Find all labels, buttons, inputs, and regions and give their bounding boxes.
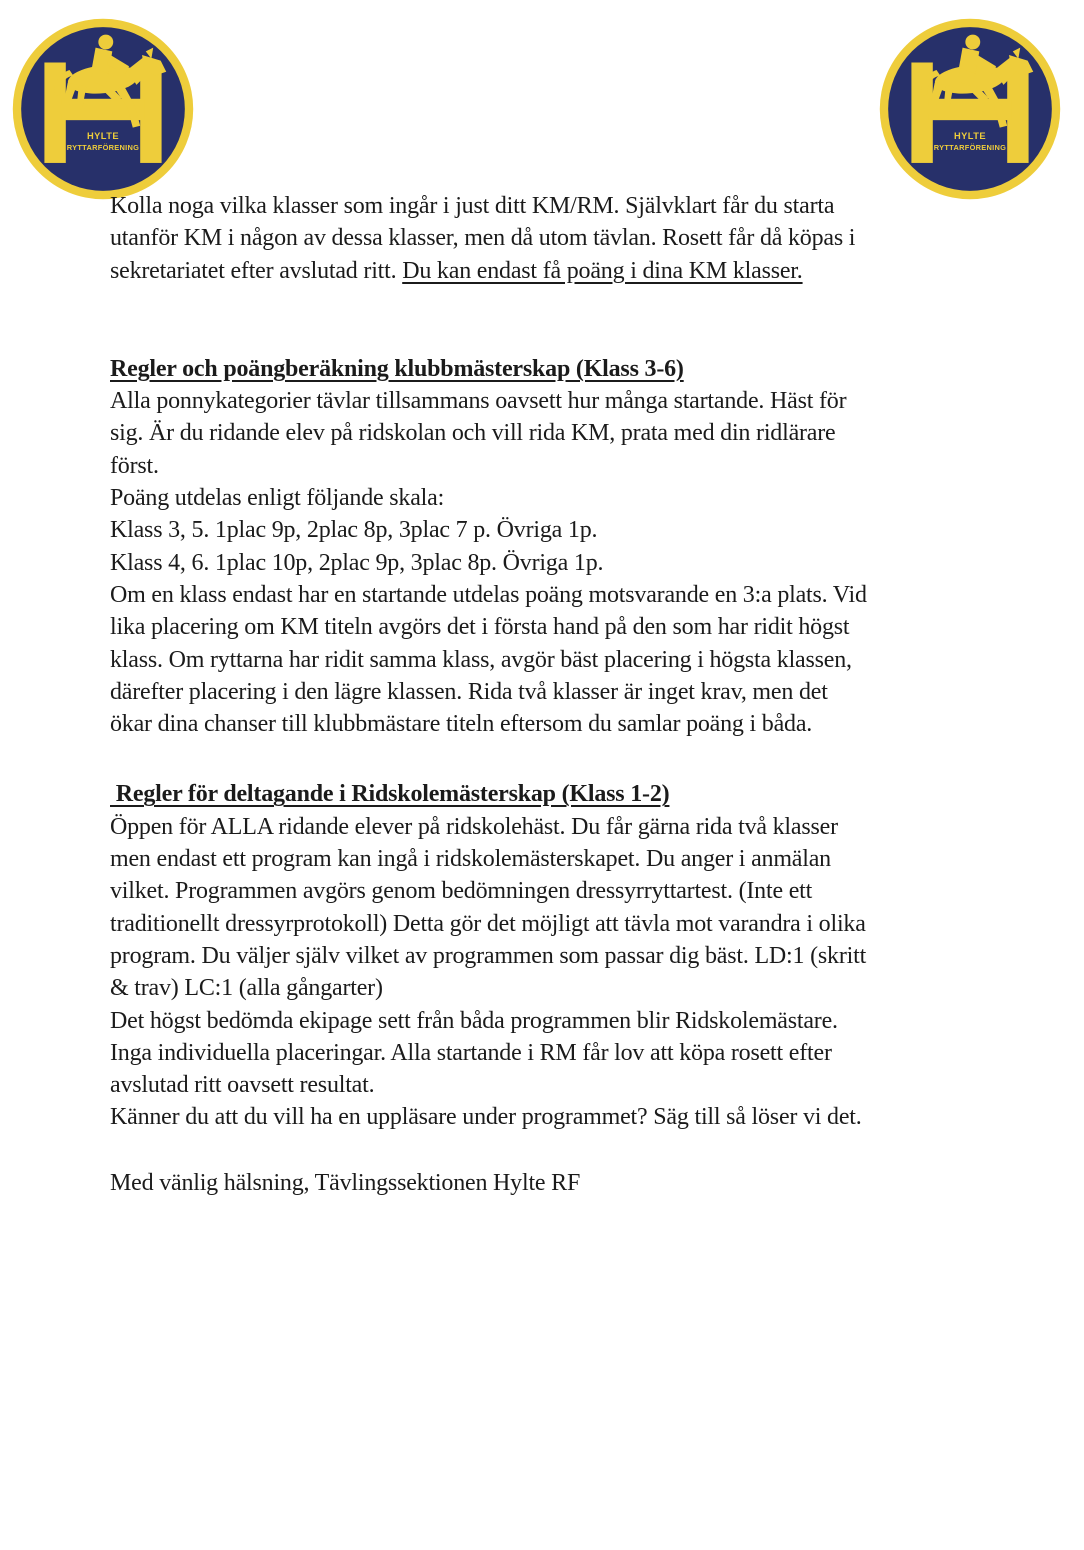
vertical-spacer	[110, 287, 867, 353]
text-line: Alla ponnykategorier tävlar tillsammans oavsett hur många startande. Häst för	[110, 388, 847, 415]
text-line: & trav) LC:1 (alla gångarter)	[110, 975, 383, 1002]
text-line: Inga individuella placeringar. Alla startande i RM får lov att köpa rosett efter	[110, 1039, 832, 1066]
section2-paragraph	[110, 811, 867, 1134]
intro-paragraph	[110, 190, 867, 287]
document-body	[110, 190, 867, 1199]
intro-normal-text: sekretariatet efter avslutad ritt.	[110, 257, 403, 284]
section1-heading: Regler och poängberäkning klubbmästerskap (Klass 3-6)	[110, 355, 684, 382]
text-line: Om en klass endast har en startande utdelas poäng motsvarande en 3:a plats. Vid	[110, 581, 867, 608]
text-line: vilket. Programmen avgörs genom bedömningen dressyrryttartest. (Inte ett	[110, 878, 813, 905]
vertical-spacer	[110, 740, 867, 778]
text-line: program. Du väljer själv vilket av programmen som passar dig bäst. LD:1 (skritt	[110, 942, 867, 969]
text-line: avslutad ritt oavsett resultat.	[110, 1072, 375, 1099]
section2-heading: Regler för deltagande i Ridskolemästerskap (Klass 1-2)	[110, 781, 670, 808]
text-line: utanför KM i någon av dessa klasser, men då utom tävlan. Rosett får då köpas i	[110, 225, 856, 252]
text-line: ökar dina chanser till klubbmästare titeln eftersom du samlar poäng i båda.	[110, 711, 813, 738]
closing-line: Med vänlig hälsning, Tävlingssektionen Hylte RF	[110, 1169, 581, 1196]
text-line: klass. Om ryttarna har ridit samma klass, avgör bäst placering i högsta klassen,	[110, 646, 852, 673]
text-line: Känner du att du vill ha en uppläsare under programmet? Säg till så löser vi det.	[110, 1104, 862, 1131]
vertical-spacer	[110, 1134, 867, 1167]
club-logo-right	[877, 16, 1063, 202]
text-line: Klass 4, 6. 1plac 10p, 2plac 9p, 3plac 8p. Övriga 1p.	[110, 549, 604, 576]
logo-club-name-line2: RYTTARFÖRENING	[66, 142, 140, 152]
text-line: sig. Är du ridande elev på ridskolan och vill rida KM, prata med din ridlärare	[110, 420, 836, 447]
text-line: Poäng utdelas enligt följande skala:	[110, 485, 445, 512]
text-line: Klass 3, 5. 1plac 9p, 2plac 8p, 3plac 7 p. Övriga 1p.	[110, 517, 598, 544]
logo-club-name-line2: RYTTARFÖRENING	[933, 142, 1007, 152]
logo-club-name-line1: HYLTE	[953, 130, 987, 141]
text-line: traditionellt dressyrprotokoll) Detta gör det möjligt att tävla mot varandra i olika	[110, 910, 866, 937]
section1-paragraph	[110, 385, 867, 740]
text-line: först.	[110, 452, 159, 479]
text-line: lika placering om KM titeln avgörs det i första hand på den som har ridit högst	[110, 614, 850, 641]
text-line: men endast ett program kan ingå i ridskolemästerskapet. Du anger i anmälan	[110, 846, 831, 873]
text-line: Kolla noga vilka klasser som ingår i just ditt KM/RM. Självklart får du starta	[110, 193, 835, 219]
intro-lines	[110, 190, 867, 255]
intro-underlined-text: Du kan endast få poäng i dina KM klasser.	[402, 257, 803, 284]
text-line: därefter placering i den lägre klassen. Rida två klasser är inget krav, men det	[110, 678, 828, 705]
club-logo-left	[10, 16, 196, 202]
logo-club-name-line1: HYLTE	[86, 130, 120, 141]
text-line: Öppen för ALLA ridande elever på ridskolehäst. Du får gärna rida två klasser	[110, 813, 838, 840]
text-line	[110, 255, 867, 287]
text-line: Det högst bedömda ekipage sett från båda programmen blir Ridskolemästare.	[110, 1007, 838, 1034]
hylte-logo-icon	[877, 16, 1063, 202]
hylte-logo-icon	[10, 16, 196, 202]
